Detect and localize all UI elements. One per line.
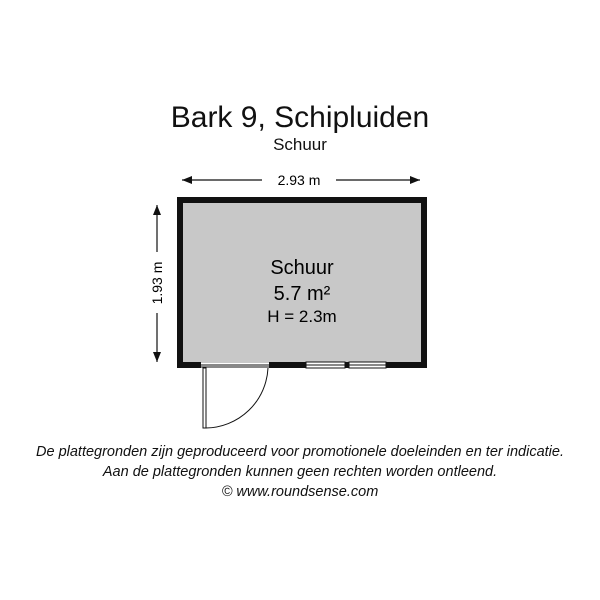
door: [201, 365, 269, 428]
copyright-link[interactable]: © www.roundsense.com: [221, 484, 379, 500]
width-label: 2.93 m: [277, 172, 321, 188]
arrow-left-icon: [182, 176, 192, 184]
disclaimer-line-2: Aan de plattegronden kunnen geen rechten worden ontleend.: [102, 464, 498, 480]
disclaimer: [0, 442, 600, 502]
room-name: Schuur: [270, 257, 334, 279]
depth-dimension: [149, 205, 165, 362]
room-area: 5.7 m²: [273, 283, 331, 305]
arrow-right-icon: [410, 176, 420, 184]
arrow-down-icon: [153, 352, 161, 362]
depth-label: 1.93 m: [149, 261, 165, 305]
arrow-up-icon: [153, 205, 161, 215]
room-height: H = 2.3m: [267, 307, 337, 326]
width-dimension: [182, 172, 420, 188]
floor-subtitle: Schuur: [273, 135, 327, 154]
disclaimer-line-1: De plattegronden zijn geproduceerd voor promotionele doeleinden en ter indicatie.: [36, 444, 564, 460]
page-title: Bark 9, Schipluiden: [170, 101, 430, 134]
